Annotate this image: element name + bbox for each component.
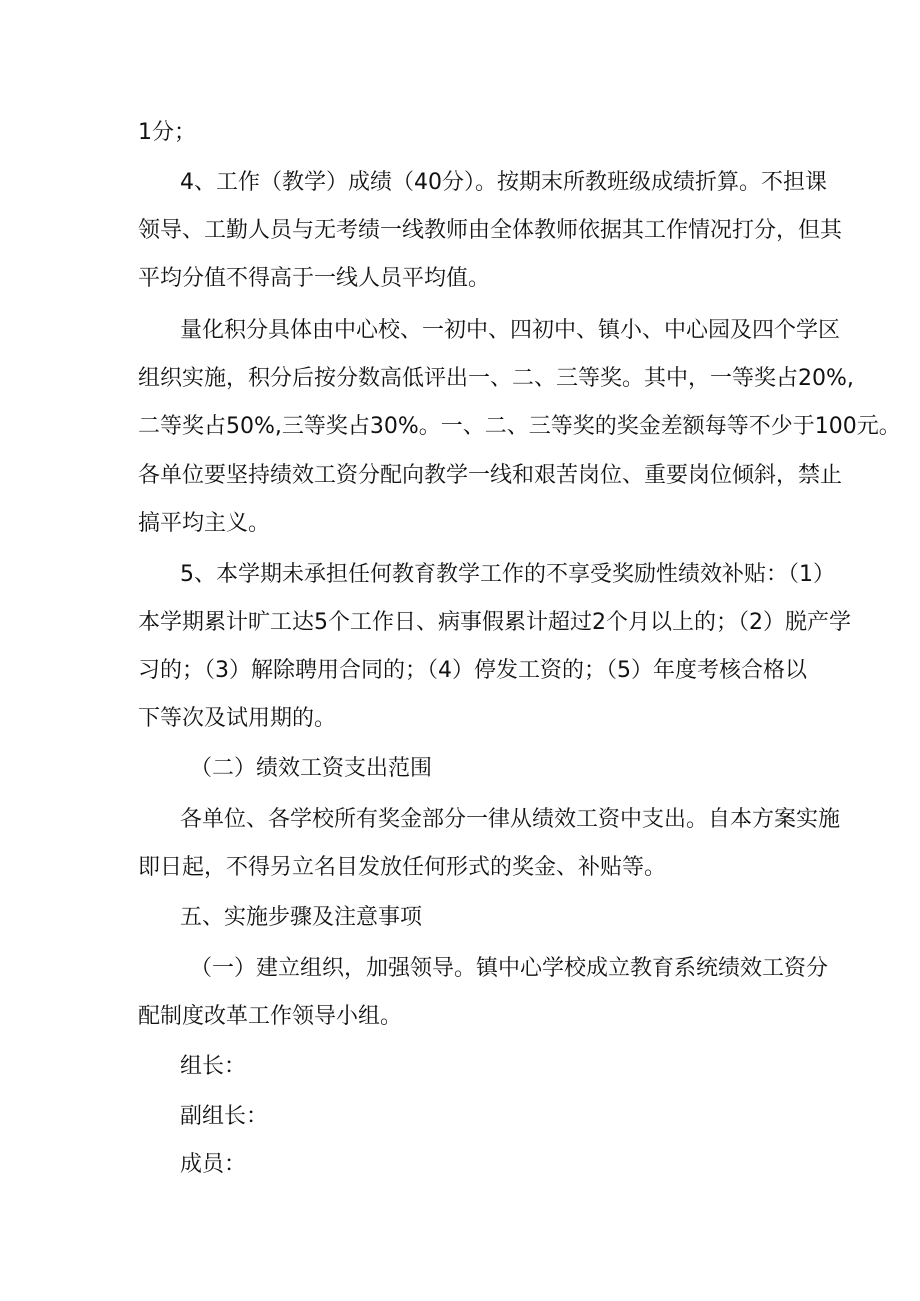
text-line: 下等次及试用期的。	[138, 706, 337, 731]
label-members: 成员：	[180, 1152, 247, 1177]
text-line: 组织实施，积分后按分数高低评出一、二、三等奖。其中，一等奖占20%,	[138, 366, 854, 391]
text-line: 各单位、各学校所有奖金部分一律从绩效工资中支出。自本方案实施	[180, 807, 841, 832]
text-line: 习的；（3）解除聘用合同的；（4）停发工资的；（5）年度考核合格以	[138, 658, 807, 683]
text-line: 领导、工勤人员与无考绩一线教师由全体教师依据其工作情况打分，但其	[138, 218, 843, 243]
text-line: 配制度改革工作领导小组。	[138, 1004, 403, 1029]
label-deputy-leader: 副组长：	[180, 1104, 269, 1129]
label-leader: 组长：	[180, 1054, 247, 1079]
text-line: 搞平均主义。	[138, 511, 271, 536]
text-line: 量化积分具体由中心校、一初中、四初中、镇小、中心园及四个学区	[180, 318, 841, 343]
section-heading: （二）绩效工资支出范围	[190, 756, 433, 781]
text-line: 4、工作（教学）成绩（40分）。按期末所教班级成绩折算。不担课	[180, 170, 827, 195]
text-line: 各单位要坚持绩效工资分配向教学一线和艰苦岗位、重要岗位倾斜，禁止	[138, 463, 843, 488]
text-line: 本学期累计旷工达5个工作日、病事假累计超过2个月以上的；（2）脱产学	[138, 610, 851, 635]
text-line: 1分；	[138, 120, 196, 145]
text-line: （一）建立组织，加强领导。镇中心学校成立教育系统绩效工资分	[190, 956, 829, 981]
section-heading: 五、实施步骤及注意事项	[180, 905, 423, 930]
text-line: 二等奖占50%,三等奖占30%。一、二、三等奖的奖金差额每等不少于100元。	[138, 414, 901, 439]
text-line: 即日起，不得另立名目发放任何形式的奖金、补贴等。	[138, 855, 667, 880]
text-line: 5、本学期未承担任何教育教学工作的不享受奖励性绩效补贴：（1）	[180, 562, 835, 587]
text-line: 平均分值不得高于一线人员平均值。	[138, 266, 491, 291]
